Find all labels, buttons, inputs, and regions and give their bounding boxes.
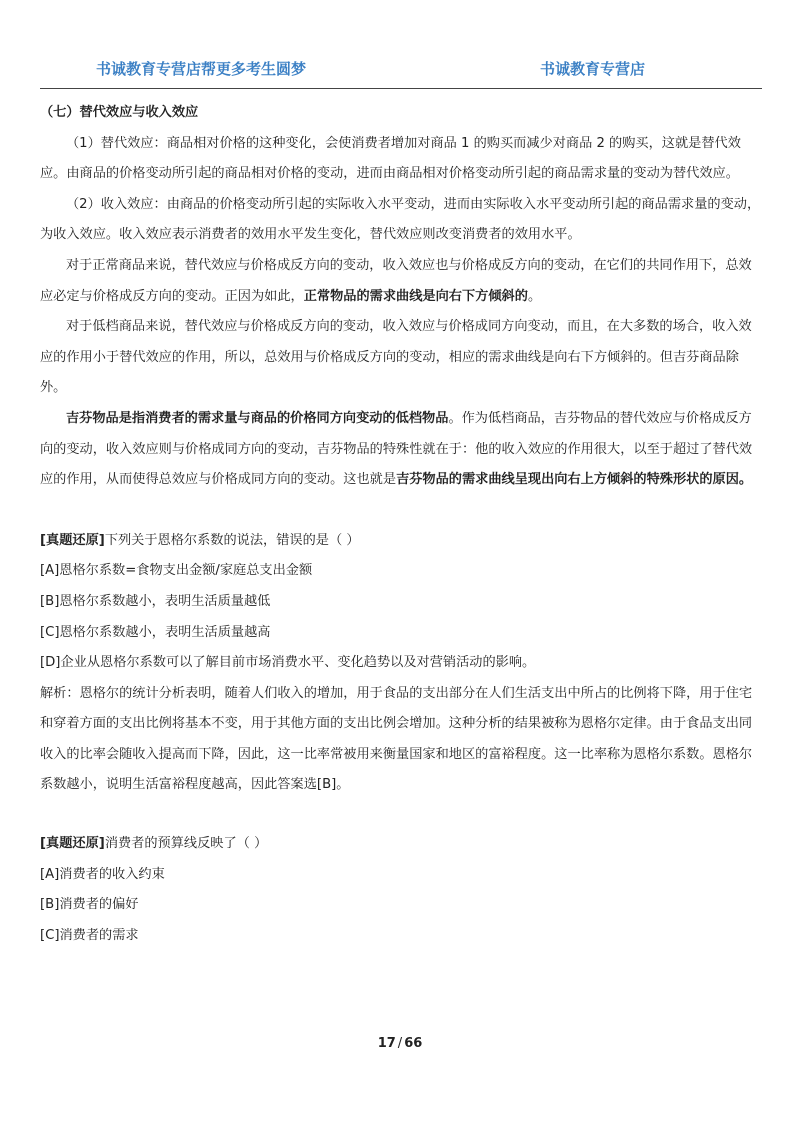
question-1-option-b: [B]恩格尔系数越小，表明生活质量越低 bbox=[40, 593, 271, 609]
question-2-option-c: [C]消费者的需求 bbox=[40, 927, 139, 943]
section-title: （七）替代效应与收入效应 bbox=[40, 105, 199, 120]
giffen-text: 。作为低档商品，吉芬物品的替代效应与价格成反方向的变动，收入效应则与价格成同方向的变动，吉芬物品的特殊性就在于：他的收入效应的作用很大，以至于超过了替代效应的作用，从而使得总效应与价格成同方向的变动。这也就是 bbox=[40, 410, 753, 488]
page-current: 17 bbox=[377, 1036, 396, 1051]
paragraph-normal-goods bbox=[40, 251, 762, 312]
spacer bbox=[40, 801, 762, 829]
header-left-text: 书诚教育专营店帮更多考生圆梦 bbox=[96, 60, 307, 78]
normal-goods-bold: 正常物品的需求曲线是向右下方倾斜的 bbox=[303, 288, 528, 304]
spacer bbox=[40, 496, 762, 526]
question-1-analysis: 解析：恩格尔的统计分析表明，随着人们收入的增加，用于食品的支出部分在人们生活支出中所占的比例将下降，用于住宅和穿着方面的支出比例将基本不变，用于其他方面的支出比例会增加。这种分析的结果被称为恩格尔定律。由于食品支出同收入的比率会随收入提高而下降，因此，这一比率常被用来衡量国家和地区的富裕程度。这一比率称为恩格尔系数。恩格尔系数越小，说明生活富裕程度越高，因此答案选[B]。 bbox=[40, 685, 753, 793]
page-number bbox=[0, 1036, 800, 1051]
page-header bbox=[40, 54, 762, 89]
paragraph-giffen-goods bbox=[40, 404, 762, 496]
paragraph-inferior-goods: 对于低档商品来说，替代效应与价格成反方向的变动，收入效应与价格成同方向变动，而且，在大多数的场合，收入效应的作用小于替代效应的作用，所以，总效用与价格成反方向的变动，相应的需求曲线是向右下方倾斜的。但吉芬商品除外。 bbox=[40, 319, 752, 396]
question-1 bbox=[40, 526, 762, 557]
question-1-option-d: [D]企业从恩格尔系数可以了解目前市场消费水平、变化趋势以及对营销活动的影响。 bbox=[40, 655, 536, 671]
giffen-conclusion-bold: 吉芬物品的需求曲线呈现出向右上方倾斜的特殊形状的原因。 bbox=[396, 472, 753, 488]
paragraph-substitution-effect: （1）替代效应：商品相对价格的这种变化，会使消费者增加对商品 1 的购买而减少对商品 2 的购买，这就是替代效应。由商品的价格变动所引起的商品相对价格的变动，进而由商品相对价格变动所引起的商品需求量的变动为替代效应。 bbox=[40, 135, 741, 182]
normal-goods-text: 对于正常商品来说，替代效应与价格成反方向的变动，收入效应也与价格成反方向的变动，在它们的共同作用下，总效应必定与价格成反方向的变动。正因为如此， bbox=[40, 257, 752, 304]
page-content bbox=[40, 98, 762, 951]
header-right-text: 书诚教育专营店 bbox=[540, 60, 646, 78]
question-2-text: 消费者的预算线反映了（ ） bbox=[104, 836, 268, 852]
question-2-option-a: [A]消费者的收入约束 bbox=[40, 866, 165, 882]
page-total: 66 bbox=[404, 1036, 423, 1051]
question-1-text: 下列关于恩格尔系数的说法，错误的是（ ） bbox=[104, 532, 360, 548]
page-separator: / bbox=[397, 1036, 403, 1051]
paragraph-income-effect: （2）收入效应：由商品的价格变动所引起的实际收入水平变动，进而由实际收入水平变动所引起的商品需求量的变动，为收入效应。收入效应表示消费者的效用水平发生变化，替代效应则改变消费者的效用水平。 bbox=[40, 196, 761, 243]
giffen-definition-bold: 吉芬物品是指消费者的需求量与商品的价格同方向变动的低档物品 bbox=[66, 410, 449, 426]
question-1-tag: [真题还原] bbox=[40, 532, 105, 548]
question-2-option-b: [B]消费者的偏好 bbox=[40, 897, 139, 913]
normal-goods-end: 。 bbox=[527, 288, 542, 304]
question-1-option-c: [C]恩格尔系数越小，表明生活质量越高 bbox=[40, 624, 271, 640]
question-1-option-a: [A]恩格尔系数=食物支出金额/家庭总支出金额 bbox=[40, 563, 313, 579]
question-2-tag: [真题还原] bbox=[40, 836, 105, 852]
question-2 bbox=[40, 829, 762, 860]
